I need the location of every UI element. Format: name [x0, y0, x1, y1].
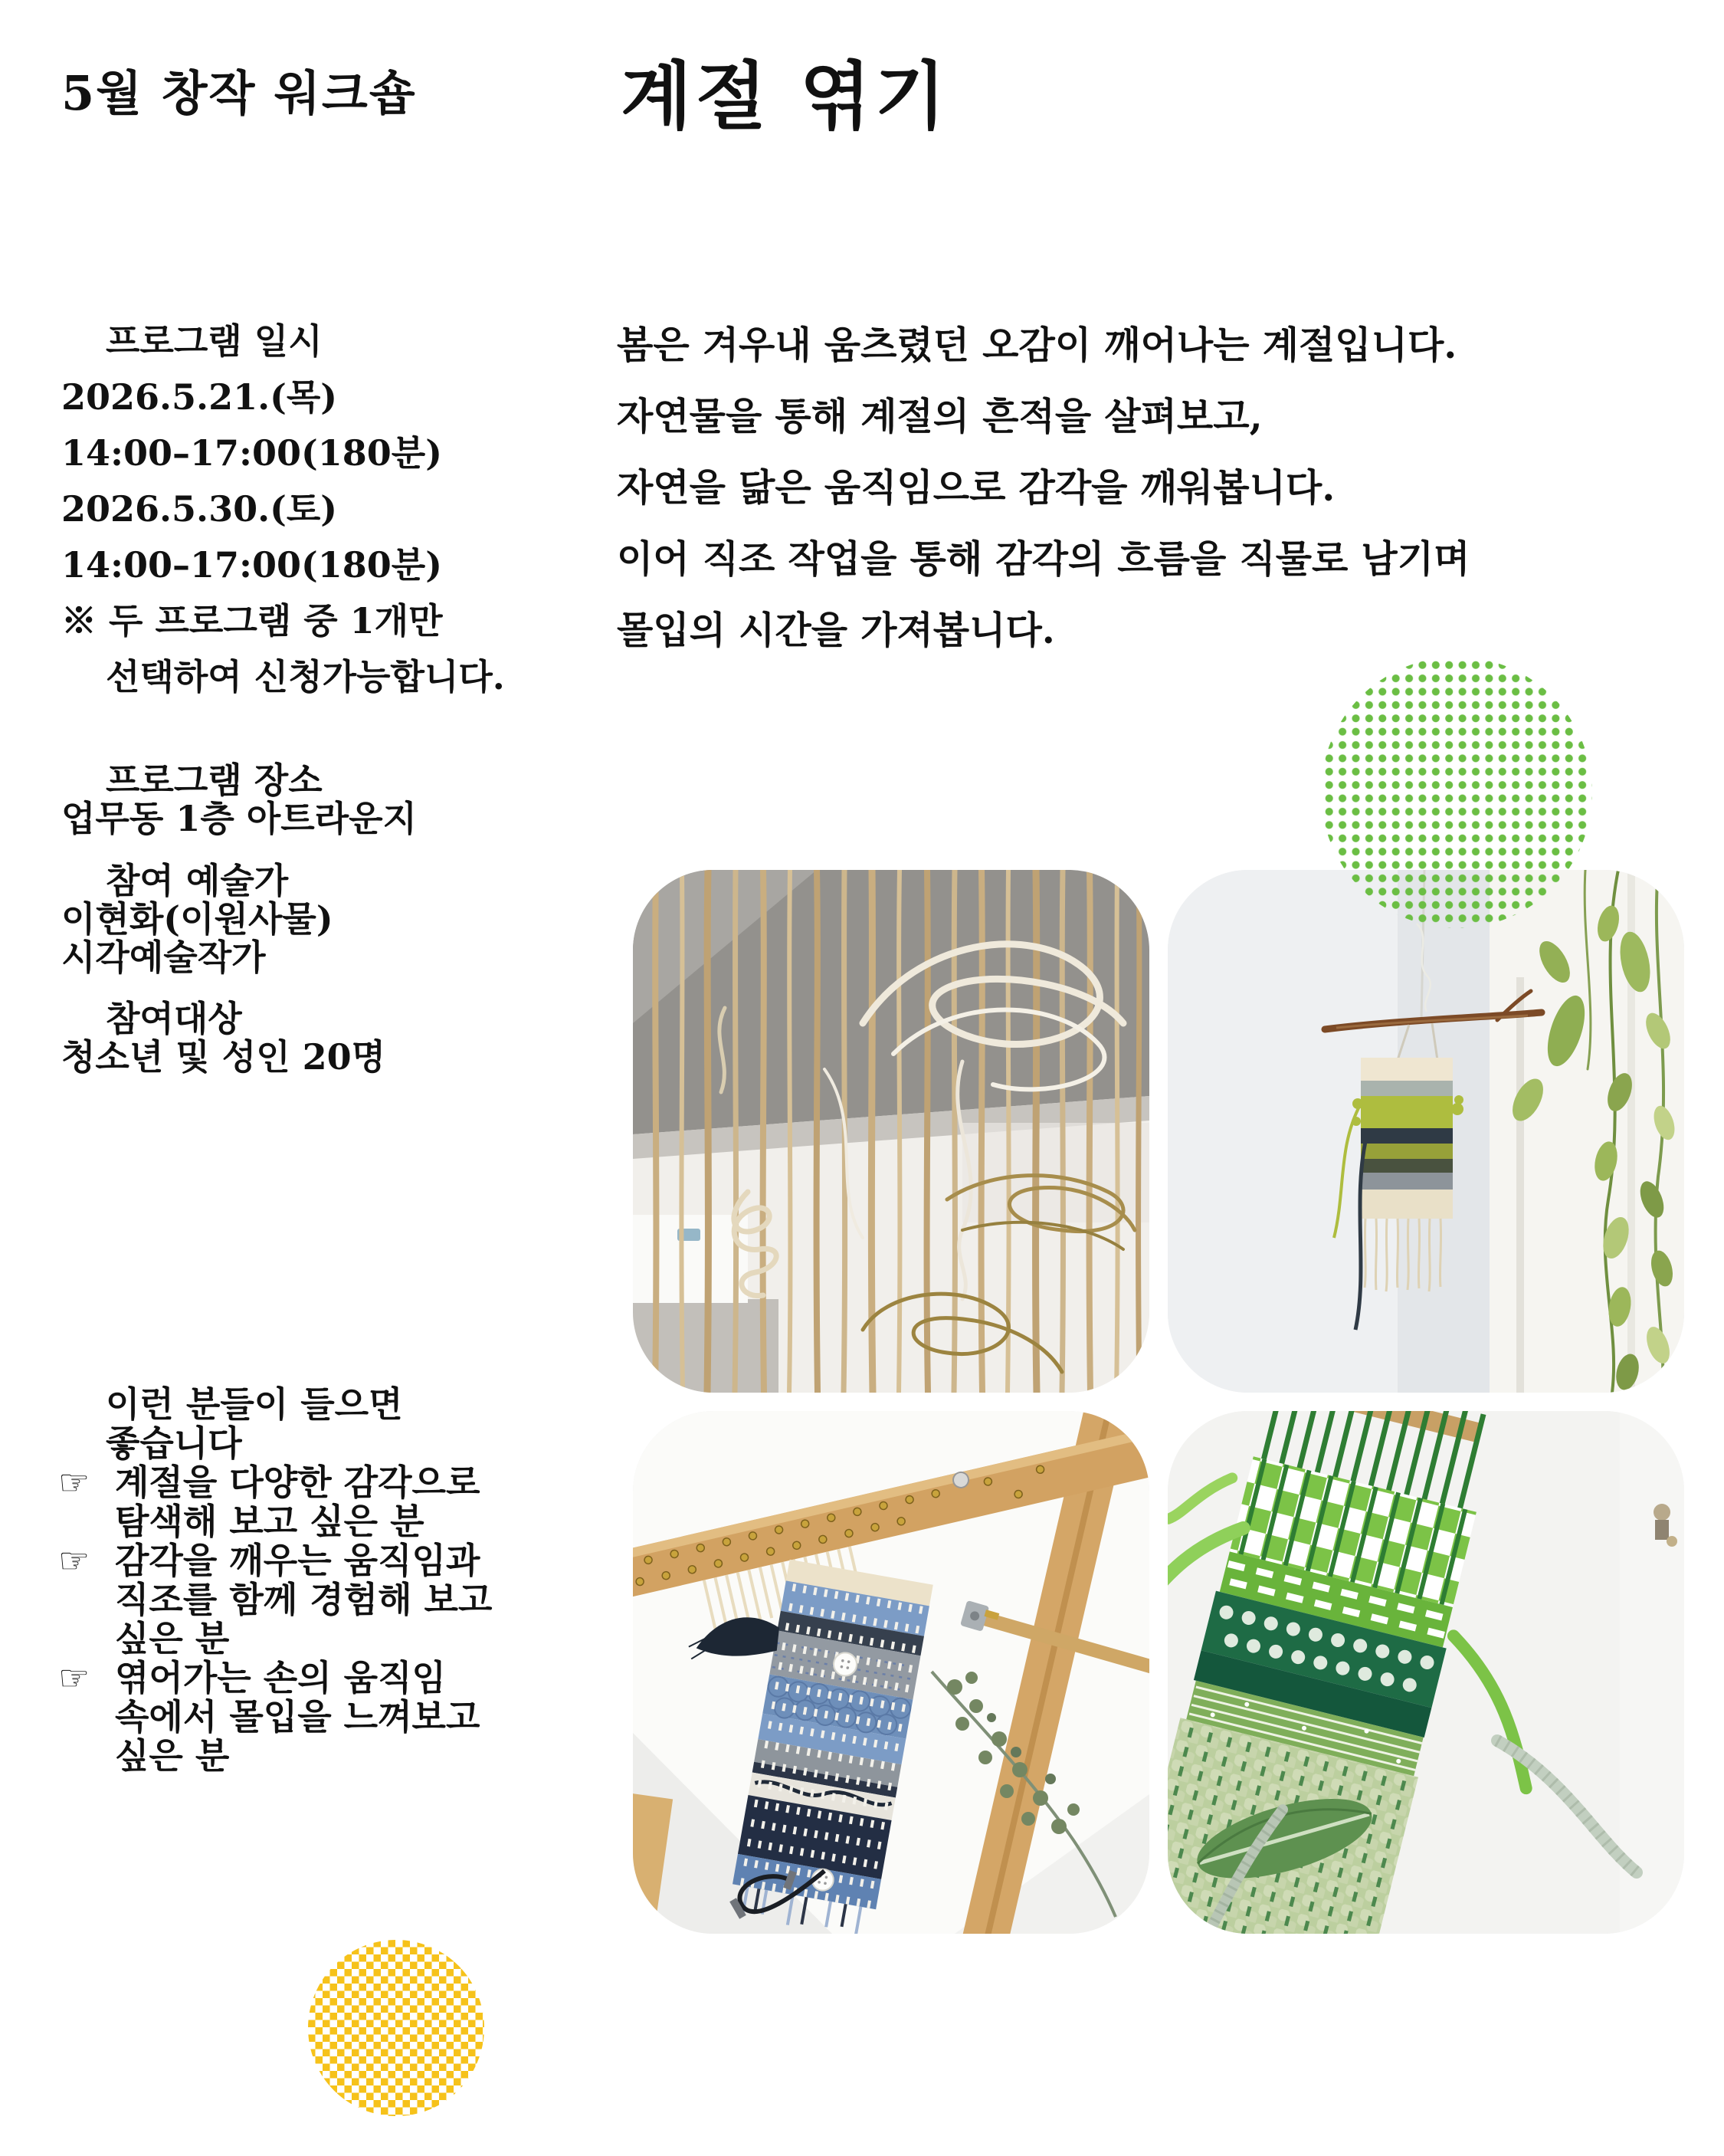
schedule-time: 14:00–17:00(180분): [61, 544, 443, 586]
recommend-item-text: 감각을 깨우는 움직임과: [115, 1540, 480, 1581]
recommend-item-cont: 싶은 분: [115, 1618, 230, 1659]
recommend-item-text: 계절을 다양한 감각으로: [115, 1462, 480, 1503]
schedule-date: 2026.5.21.(목): [61, 376, 338, 418]
location-block: [61, 761, 417, 838]
schedule-note: 선택하여 신청가능합니다.: [106, 656, 505, 697]
recommend-heading: 이런 분들이 들으면: [106, 1383, 403, 1425]
recommend-item: [58, 1540, 492, 1581]
workshop-label: 5월 창작 워크숍: [61, 65, 417, 121]
intro-line: 몰입의 시간을 가져봅니다.: [617, 608, 1055, 652]
location-heading: 프로그램 장소: [106, 760, 323, 801]
photo-weaving-on-twig: [1168, 870, 1684, 1393]
recommend-item-cont: 싶은 분: [115, 1735, 230, 1777]
schedule-date: 2026.5.30.(토): [61, 488, 338, 530]
artist-heading: 참여 예술가: [106, 860, 289, 901]
intro-line: 이어 직조 작업을 통해 감각의 흐름을 직물로 남기며: [617, 537, 1470, 581]
recommend-item-cont: 탐색해 보고 싶은 분: [115, 1501, 424, 1542]
intro-paragraph: [617, 310, 1470, 666]
photo-blue-weaving-loom-image: [633, 1411, 1149, 1934]
photo-blue-weaving-loom: [633, 1411, 1149, 1934]
schedule-note: ※ 두 프로그램 중 1개만: [61, 600, 443, 642]
schedule-heading: 프로그램 일시: [106, 320, 323, 362]
intro-line: 자연을 닮은 움직임으로 감각을 깨워봅니다.: [617, 465, 1336, 510]
page-title: 계절 엮기: [621, 53, 950, 139]
schedule-time: 14:00–17:00(180분): [61, 432, 443, 474]
audience-block: [61, 999, 385, 1076]
pointing-hand-icon: ☞: [58, 1462, 90, 1503]
photo-jute-warp-threads: [633, 870, 1149, 1393]
recommend-item-cont: 속에서 몰입을 느껴보고: [115, 1696, 480, 1738]
photo-weaving-on-twig-image: [1168, 870, 1684, 1393]
photo-jute-warp-threads-image: [633, 870, 1149, 1393]
photo-green-weaving-closeup: [1168, 1411, 1684, 1934]
recommend-item: [58, 1462, 492, 1503]
intro-line: 봄은 겨우내 움츠렸던 오감이 깨어나는 계절입니다.: [617, 323, 1457, 367]
audience-value: 청소년 및 성인 20명: [61, 1036, 386, 1078]
pointing-hand-icon: ☞: [58, 1657, 90, 1698]
recommend-item-cont: 직조를 함께 경험해 보고: [115, 1579, 493, 1620]
artist-name: 이현화(이원사물): [61, 898, 333, 940]
photo-green-weaving-closeup-image: [1168, 1411, 1684, 1934]
artist-block: [61, 861, 333, 976]
recommend-block: [58, 1383, 493, 1777]
pointing-hand-icon: ☞: [58, 1540, 90, 1581]
schedule-block: [61, 313, 505, 705]
location-value: 업무동 1층 아트라운지: [61, 798, 417, 839]
artist-role: 시각예술작가: [61, 937, 266, 978]
intro-line: 자연물을 통해 계절의 흔적을 살펴보고,: [617, 394, 1263, 438]
recommend-item-text: 엮어가는 손의 움직임: [115, 1657, 446, 1698]
green-dot-circle-decoration: [1321, 657, 1592, 928]
yellow-checker-circle-decoration: [308, 1940, 484, 2116]
audience-heading: 참여대상: [106, 998, 242, 1039]
recommend-heading: 좋습니다: [106, 1423, 242, 1464]
recommend-item: [58, 1657, 492, 1698]
